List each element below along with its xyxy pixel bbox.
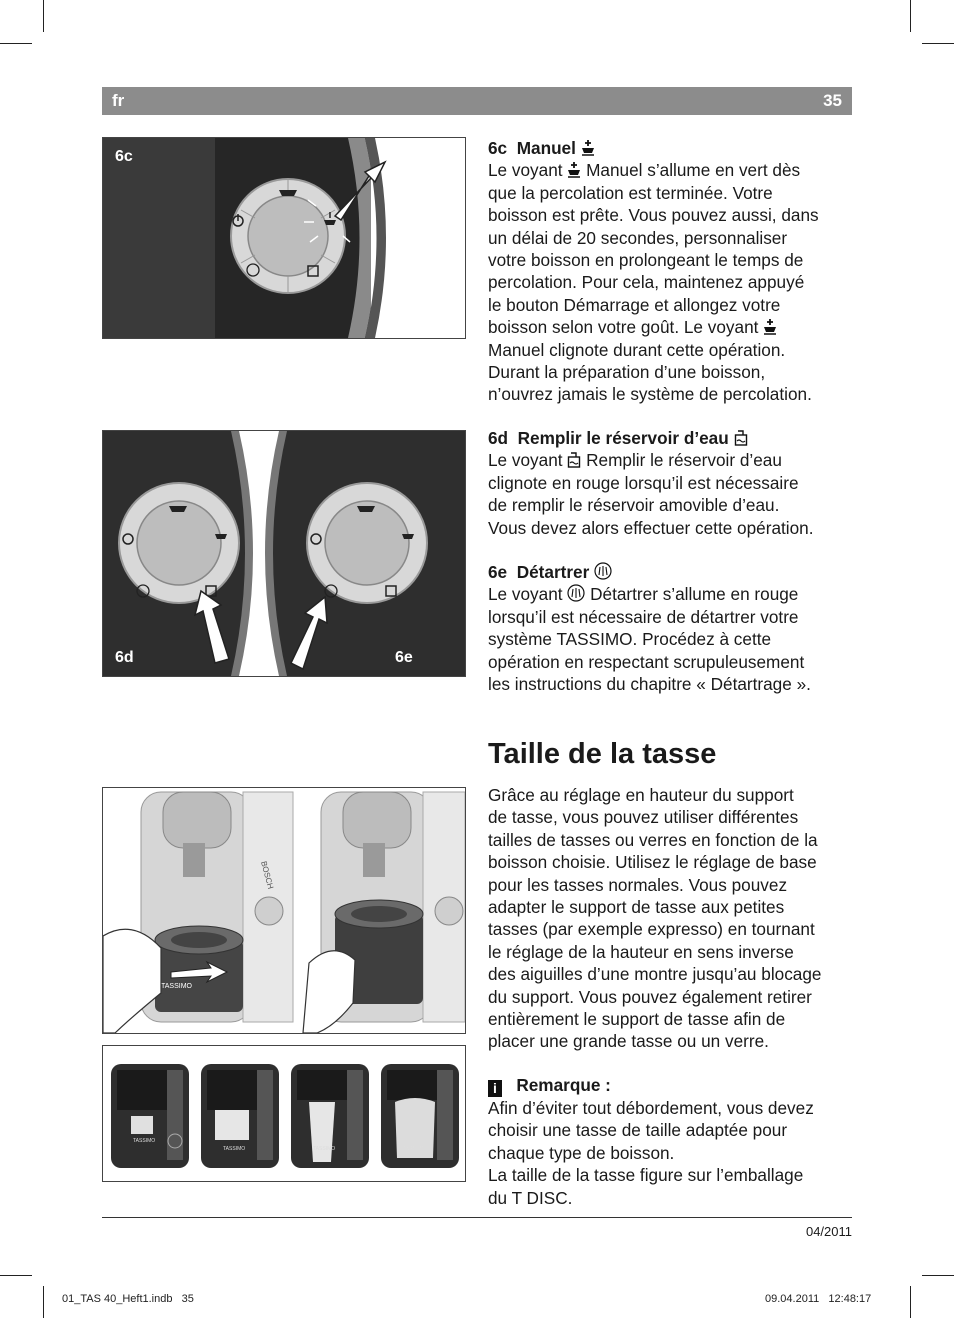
- crop-mark: [43, 1286, 44, 1318]
- text-line: système TASSIMO. Procédez à cette: [488, 629, 772, 650]
- section-title: Manuel: [516, 138, 576, 158]
- text-segment: boisson selon votre goût. Le voyant: [488, 317, 759, 338]
- section-6d: [488, 427, 854, 539]
- header-bar: [102, 87, 852, 115]
- machine-badge: TASSIMO: [313, 1146, 336, 1152]
- text-segment: Le voyant: [488, 160, 563, 181]
- section-number: 6e: [488, 562, 508, 582]
- text-line: de remplir le réservoir amovible d’eau.: [488, 495, 780, 516]
- text-line: votre boisson en prolongeant le temps de: [488, 250, 804, 271]
- text-segment: Le voyant: [488, 450, 563, 471]
- descale-icon: [567, 584, 585, 602]
- text-line: un délai de 20 secondes, personnaliser: [488, 227, 788, 248]
- text-segment: Manuel s’allume en vert dès: [586, 160, 801, 181]
- text-line: [488, 449, 854, 471]
- text-line: du T DISC.: [488, 1187, 573, 1208]
- text-line: chaque type de boisson.: [488, 1142, 675, 1163]
- text-line: Grâce au réglage en hauteur du support: [488, 785, 794, 805]
- text-line: tailles de tasses ou verres en fonction de la: [488, 829, 818, 850]
- text-line: le réglage de la hauteur en sens inverse: [488, 941, 794, 962]
- page-number: 35: [823, 91, 842, 110]
- crop-mark: [922, 1275, 954, 1276]
- remark-heading: [488, 1074, 854, 1097]
- crop-mark: [43, 0, 44, 32]
- text-line: entièrement le support de tasse afin de: [488, 1009, 786, 1030]
- figure-6c: [102, 137, 466, 339]
- text-line: [488, 159, 854, 181]
- text-line: boisson choisie. Utilisez le réglage de base: [488, 852, 817, 873]
- figure-6d-6e: [102, 430, 466, 677]
- text-segment: Remplir le réservoir d’eau: [586, 450, 782, 471]
- machine-badge: TASSIMO: [133, 1138, 156, 1144]
- section-title: Détartrer: [516, 562, 590, 582]
- crop-mark: [910, 1286, 911, 1318]
- tassimo-label: TASSIMO: [161, 983, 192, 990]
- text-line: que la percolation est terminée. Votre: [488, 182, 773, 203]
- figure-cup-sizes: [102, 1045, 466, 1182]
- figure-6c-illustration: [103, 138, 465, 338]
- crop-mark: [0, 1275, 32, 1276]
- figure-label: 6d: [115, 649, 134, 666]
- section-heading: [488, 427, 854, 449]
- bosch-brand-label: BOSCH: [259, 860, 276, 891]
- figure-label: 6c: [115, 148, 133, 165]
- remark-block: [488, 1074, 854, 1209]
- manual-cup-icon: [567, 162, 581, 178]
- text-segment: Le voyant: [488, 584, 563, 605]
- text-line: opération en respectant scrupuleusement: [488, 651, 805, 672]
- text-line: des aiguilles d’une montre jusqu’au blocage: [488, 964, 822, 985]
- text-line: percolation. Pour cela, maintenez appuyé: [488, 272, 805, 293]
- text-line: les instructions du chapitre « Détartrage ».: [488, 674, 811, 695]
- text-line: boisson est prête. Vous pouvez aussi, dans: [488, 205, 819, 226]
- section-number: 6d: [488, 428, 509, 448]
- footer-date: 04/2011: [805, 1224, 852, 1239]
- machine-badge: TASSIMO: [223, 1146, 246, 1152]
- section-title: Remplir le réservoir d’eau: [517, 428, 729, 448]
- manual-cup-icon: [581, 140, 595, 156]
- manual-cup-icon: [763, 319, 777, 335]
- section-heading: [488, 137, 854, 159]
- remark-title: Remarque :: [516, 1075, 611, 1095]
- section-heading: [488, 561, 854, 583]
- text-line: La taille de la tasse figure sur l’emballage: [488, 1165, 804, 1186]
- print-timestamp: 09.04.2011 12:48:17: [765, 1293, 872, 1305]
- print-file-info: 01_TAS 40_Heft1.indb 35: [62, 1293, 194, 1305]
- text-line: [488, 316, 854, 338]
- text-line: Durant la préparation d’une boisson,: [488, 362, 766, 383]
- figure-6d-6e-illustration: [103, 431, 465, 676]
- section-6e: [488, 561, 854, 695]
- text-line: [488, 583, 854, 605]
- cup-sizes-illustration: [103, 1046, 465, 1181]
- text-line: choisir une tasse de taille adaptée pour: [488, 1120, 788, 1141]
- crop-mark: [910, 0, 911, 32]
- crop-mark: [922, 43, 954, 44]
- text-line: Manuel clignote durant cette opération.: [488, 339, 786, 360]
- text-line: lorsqu’il est nécessaire de détartrer votre: [488, 606, 799, 627]
- text-line: tasses (par exemple expresso) en tournant: [488, 919, 815, 940]
- text-line: adapter le support de tasse aux petites: [488, 897, 785, 918]
- section-number: 6c: [488, 138, 508, 158]
- language-code: fr: [112, 91, 125, 110]
- section-taille-body: [488, 784, 854, 1053]
- crop-mark: [0, 43, 32, 44]
- machine-badge: TASSIMO: [403, 1146, 426, 1152]
- info-icon: i: [488, 1080, 502, 1097]
- text-line: Afin d’éviter tout débordement, vous devez: [488, 1098, 814, 1118]
- figure-label: 6e: [395, 649, 413, 666]
- text-line: Vous devez alors effectuer cette opération.: [488, 517, 814, 538]
- text-line: le bouton Démarrage et allongez votre: [488, 294, 781, 315]
- text-line: clignote en rouge lorsqu’il est nécessaire: [488, 472, 799, 493]
- text-line: pour les tasses normales. Vous pouvez: [488, 874, 788, 895]
- water-tank-icon: [567, 452, 581, 468]
- water-tank-icon: [734, 430, 748, 446]
- text-line: n’ouvrez jamais le système de percolation.: [488, 384, 812, 405]
- text-line: de tasse, vous pouvez utiliser différentes: [488, 807, 799, 828]
- footer-rule: [102, 1217, 852, 1218]
- section-title-taille: Taille de la tasse: [488, 738, 717, 770]
- text-line: placer une grande tasse ou un verre.: [488, 1031, 769, 1052]
- text-line: du support. Vous pouvez également retirer: [488, 986, 812, 1007]
- descale-icon: [594, 562, 612, 580]
- figure-cup-holder: [102, 787, 466, 1034]
- section-6c: [488, 137, 854, 406]
- cup-holder-illustration: [103, 788, 465, 1033]
- text-segment: Détartrer s’allume en rouge: [590, 584, 799, 605]
